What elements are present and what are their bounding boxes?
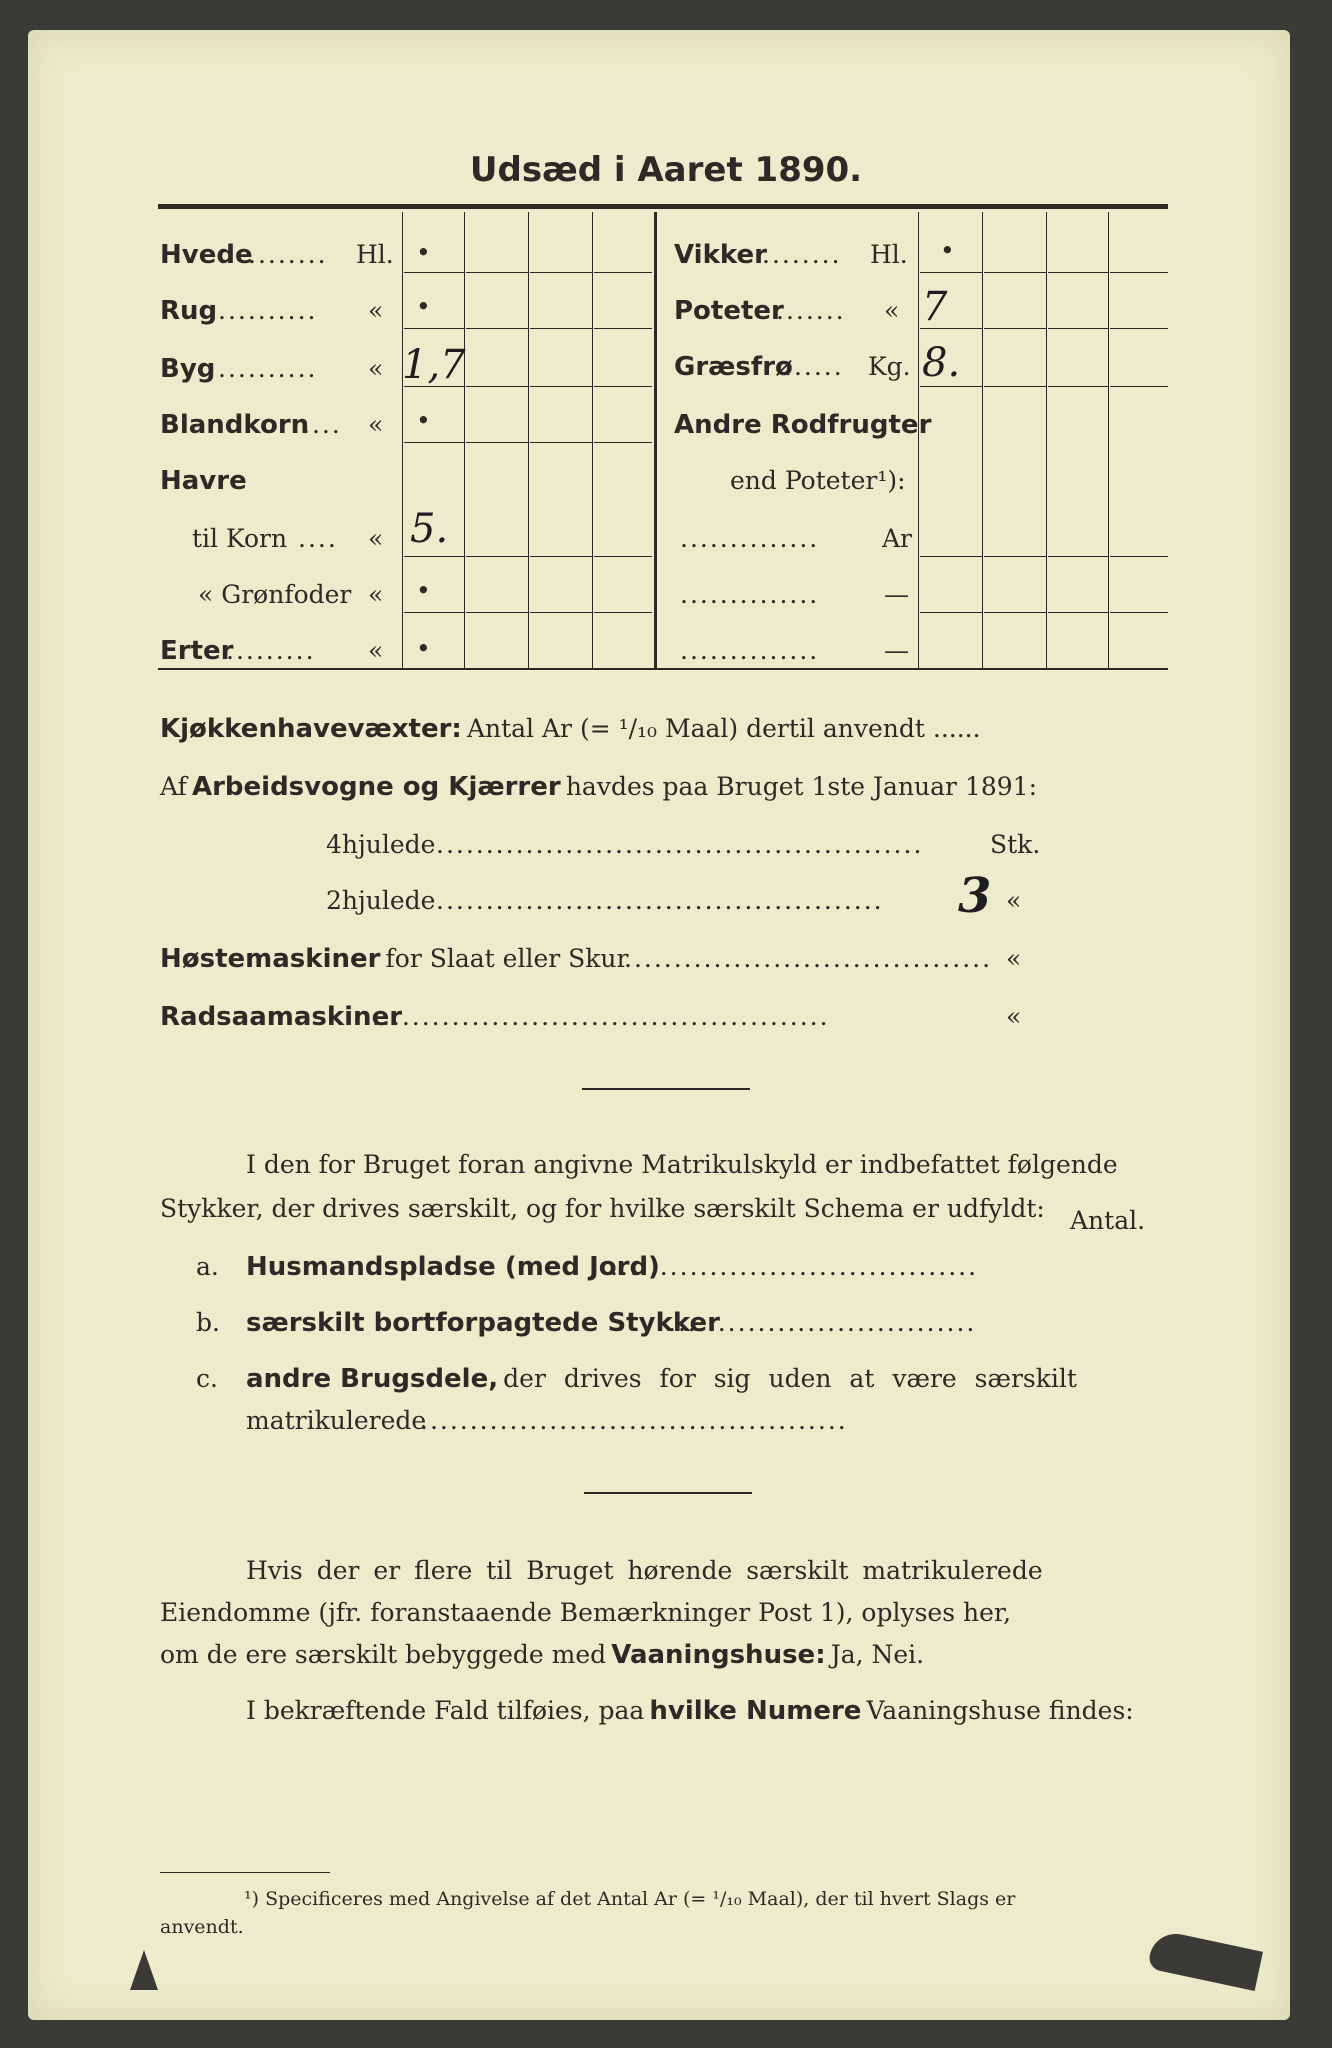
row-unit-til-korn: « [368,524,384,553]
left-col-rule-4 [592,212,593,668]
row-value-erter: • [416,634,431,663]
row-value-graesfro: 8. [922,340,961,386]
row-value-gronfoder: • [416,576,431,605]
cell-underline [1110,556,1168,557]
row-unit-hvede: Hl. [356,240,394,269]
row-unit-rug: « [368,296,384,325]
row-value-til-korn: 5. [410,506,449,552]
cell-underline [1110,612,1168,613]
row-label-blandkorn: Blandkorn [160,410,310,440]
table-bottom-rule [158,668,1168,670]
cell-underline [594,556,652,557]
hoste-leader: ..................................... [624,944,993,973]
row-unit-poteter: « [884,296,900,325]
row-unit-blandkorn: « [368,410,384,439]
cell-underline [920,272,982,273]
row-unit-gronfoder: « [368,580,384,609]
para2-line3-text: om de ere særskilt bebyggede med [160,1640,607,1669]
row-leader-erter: ......... [226,636,316,665]
hoste-text: for Slaat eller Skur [385,944,629,973]
para1-line2: Stykker, der drives særskilt, og for hvilke særskilt Schema er udfyldt: [160,1194,1045,1223]
para2-line3-bold: Vaaningshuse: [611,1640,826,1670]
cell-underline [530,272,592,273]
right-col-rule-3 [1046,212,1047,668]
cell-underline [1110,386,1168,387]
right-col-rule-1 [918,212,919,668]
section-divider-1 [582,1088,750,1090]
row-unit-ar: Ar [882,524,913,553]
para2-line3 [160,1640,924,1670]
cell-underline [530,442,592,443]
cell-underline [530,612,592,613]
item-a-leader: ..................................... [610,1252,979,1281]
cell-underline [404,442,464,443]
row-unit-blank-1: — [884,580,909,609]
footnote-rule [160,1872,330,1873]
row-leader-blank-1: .............. [680,580,820,609]
cell-underline [594,272,652,273]
para2-line3-tail: Ja, Nei. [830,1640,925,1669]
row-value-hvede: • [416,238,431,267]
row-label-hvede: Hvede [160,240,253,270]
row-leader-til-korn: .... [298,524,338,553]
hjul4-leader: ................................................. [436,830,924,859]
footnote-line1: ¹) Specificeres med Angivelse af det Antal Ar (= ¹/₁₀ Maal), der til hvert Slags er [244,1888,1016,1910]
cell-underline [466,272,528,273]
arbeids-bold: Arbeidsvogne og Kjærrer [191,772,561,802]
cell-underline [594,442,652,443]
page-title: Udsæd i Aaret 1890. [469,150,863,190]
row-leader-blank-2: .............. [680,636,820,665]
row-leader-graesfro: ...... [784,352,844,381]
row-unit-graesfro: Kg. [868,352,911,381]
hoste-bold: Høstemaskiner [160,944,381,974]
cell-underline [1048,386,1108,387]
row-label-til-korn: til Korn [192,524,288,553]
hjul2-value: 3 [958,868,992,924]
cell-underline [594,386,652,387]
table-top-rule [158,204,1168,209]
antal-header: Antal. [1070,1206,1146,1235]
row-value-blandkorn: • [416,406,431,435]
item-c2-text: matrikulerede [246,1406,427,1435]
row-label-erter: Erter [160,636,234,666]
row-label-havre: Havre [160,466,247,496]
row-leader-byg: .......... [218,354,318,383]
cell-underline [984,272,1046,273]
cell-underline [466,328,528,329]
cell-underline [1048,328,1108,329]
row-label-vikker: Vikker [674,240,767,270]
kjokken-text: Antal Ar (= ¹/₁₀ Maal) dertil anvendt ...... [466,714,981,743]
cell-underline [404,612,464,613]
left-col-rule-1 [402,212,403,668]
cell-underline [404,328,464,329]
cell-underline [1110,328,1168,329]
right-col-rule-2 [982,212,983,668]
para2-line1: Hvis der er flere til Bruget hørende særskilt matrikulerede [246,1556,1043,1585]
item-c-letter: c. [196,1364,218,1393]
row-label-end-poteter: end Poteter¹): [730,466,906,495]
right-col-rule-4 [1108,212,1109,668]
row-label-graesfro: Græsfrø [674,352,793,382]
hoste-unit: « [1006,944,1022,973]
row-value-rug: • [416,292,431,321]
para3-text1: I bekræftende Fald tilføies, paa [246,1696,645,1725]
arbeids-prefix: Af [160,772,187,801]
row-value-byg: 1,7 [402,342,466,388]
cell-underline [466,442,528,443]
row-label-poteter: Poteter [674,296,784,326]
page-tear-left [130,1950,158,1990]
para3-bold: hvilke Numere [649,1696,862,1726]
cell-underline [1110,272,1168,273]
row-unit-byg: « [368,354,384,383]
item-c-line [246,1364,1077,1394]
hjul4-label: 4hjulede [326,830,436,859]
cell-underline [920,612,982,613]
cell-underline [404,556,464,557]
table-center-divider [654,212,657,668]
row-leader-ar: .............. [680,524,820,553]
arbeids-text: havdes paa Bruget 1ste Januar 1891: [565,772,1037,801]
kjokken-bold: Kjøkkenhavevæxter: [160,714,462,744]
left-col-rule-2 [464,212,465,668]
cell-underline [404,272,464,273]
row-unit-erter: « [368,636,384,665]
row-leader-poteter: ....... [776,296,846,325]
section-divider-2 [584,1492,752,1494]
cell-underline [1048,272,1108,273]
row-leader-blandkorn: .... [302,410,342,439]
cell-underline [984,612,1046,613]
footnote-line2: anvendt. [160,1916,244,1938]
item-c-text: der drives for sig uden at være særskilt [503,1364,1077,1393]
hoste-line [160,944,628,974]
para1-line1: I den for Bruget foran angivne Matrikulskyld er indbefattet følgende [246,1150,1118,1179]
arbeids-line [160,772,1037,802]
cell-underline [530,386,592,387]
left-col-rule-3 [528,212,529,668]
cell-underline [984,386,1046,387]
cell-underline [984,328,1046,329]
para2-line2: Eiendomme (jfr. foranstaaende Bemærkninger Post 1), oplyses her, [160,1598,1012,1627]
para3-text2: Vaaningshuse findes: [866,1696,1134,1725]
hjul2-leader: ............................................. [436,886,884,915]
row-value-poteter: 7 [922,284,948,330]
row-label-andre-rodfrugter: Andre Rodfrugter [674,410,932,440]
cell-underline [594,328,652,329]
hjul2-unit: « [1006,886,1022,915]
cell-underline [984,556,1046,557]
radsaa-bold: Radsaamaskiner [160,1002,403,1032]
cell-underline [920,386,982,387]
row-label-gronfoder: « Grønfoder [198,580,352,609]
row-label-rug: Rug [160,296,218,326]
item-c-bold: andre Brugsdele, [246,1364,499,1394]
cell-underline [530,328,592,329]
row-unit-vikker: Hl. [870,240,908,269]
row-label-byg: Byg [160,354,216,384]
cell-underline [466,386,528,387]
item-a-letter: a. [196,1252,219,1281]
cell-underline [1048,556,1108,557]
item-b-leader: ............................... [668,1308,977,1337]
cell-underline [594,612,652,613]
cell-underline [466,556,528,557]
cell-underline [466,612,528,613]
radsaa-unit: « [1006,1002,1022,1031]
hjul4-unit: Stk. [990,830,1041,859]
item-b-bold: særskilt bortforpagtede Stykker [246,1308,720,1338]
kjokken-line [160,714,981,744]
item-a-bold: Husmandspladse (med Jord) [246,1252,660,1282]
para3-line [246,1696,1134,1726]
row-leader-hvede: ........ [248,240,328,269]
cell-underline [1048,612,1108,613]
row-leader-vikker: ........ [762,240,842,269]
hjul2-label: 2hjulede [326,886,436,915]
radsaa-leader: .............................................. [372,1002,830,1031]
cell-underline [530,556,592,557]
cell-underline [920,556,982,557]
row-unit-blank-2: — [884,636,909,665]
item-b-letter: b. [196,1308,220,1337]
row-leader-rug: .......... [218,296,318,325]
item-c2-leader: ........................................... [420,1406,848,1435]
row-value-vikker: • [940,236,955,265]
